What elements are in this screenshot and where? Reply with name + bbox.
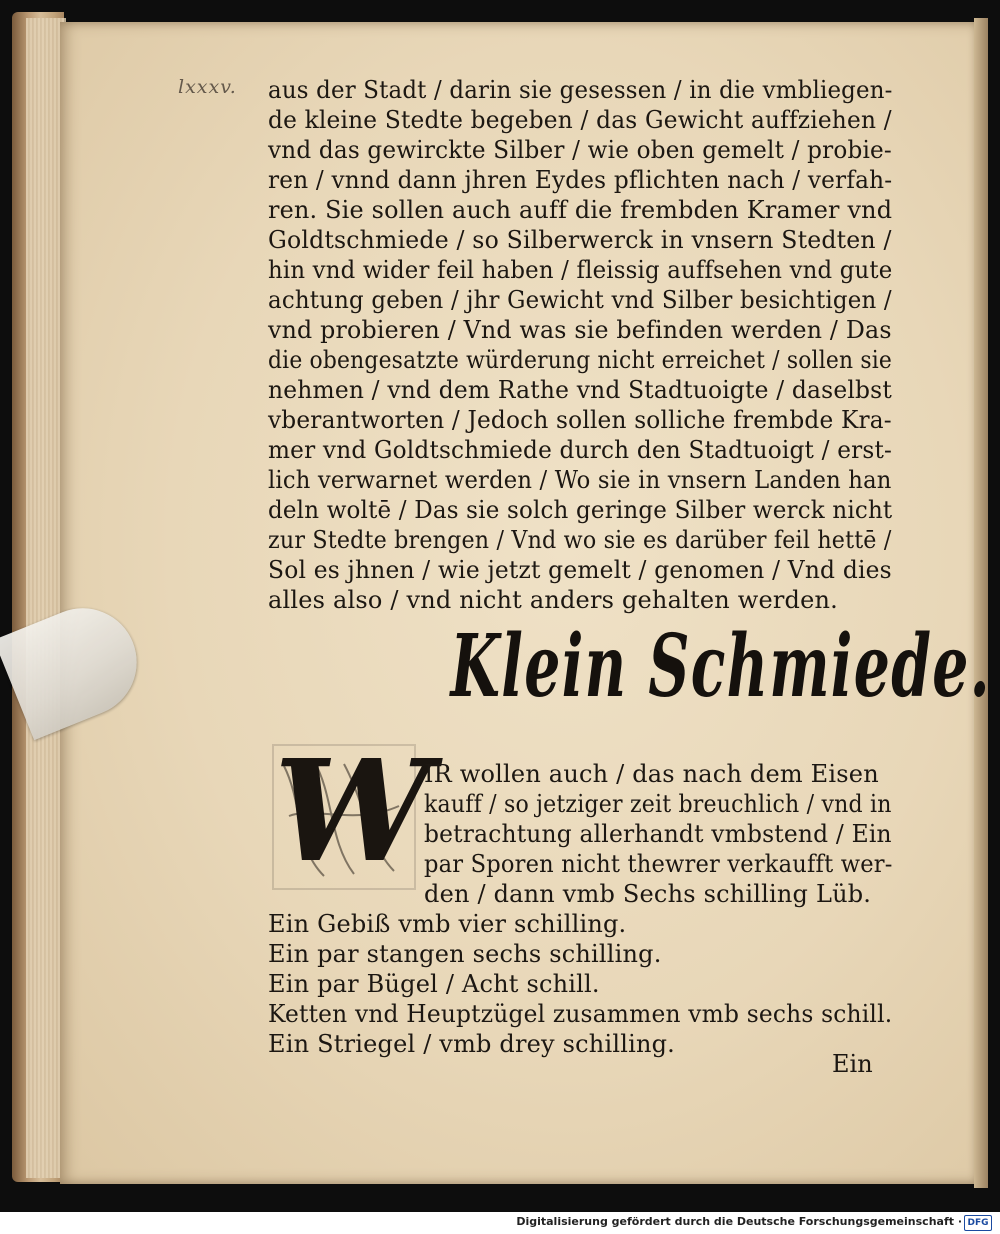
funding-credit: Digitalisierung gefördert durch die Deutsche Forschungsgemeinschaft · xyxy=(516,1215,962,1228)
text-line: de kleine Stedte begeben / das Gewicht auffziehen / xyxy=(268,106,892,134)
folio-number: lxxxv. xyxy=(178,76,237,98)
text-line: aus der Stadt / darin sie gesessen / in die vmbliegen- xyxy=(268,76,893,104)
text-line: par Sporen nicht thewrer verkaufft wer- xyxy=(424,850,893,878)
section-heading: Klein Schmiede. xyxy=(450,616,991,717)
text-line: zur Stedte brengen / Vnd wo sie es darüber feil hettē / xyxy=(268,526,892,554)
text-line: nehmen / vnd dem Rathe vnd Stadtuoigte / daselbst xyxy=(268,376,892,404)
initial-letter: W xyxy=(274,730,432,894)
catchword: Ein xyxy=(832,1050,873,1078)
text-line: Goldtschmiede / so Silberwerck in vnsern Stedten / xyxy=(268,226,892,254)
price-item: Ketten vnd Heuptzügel zusammen vmb sechs schill. xyxy=(268,1000,893,1028)
text-line: kauff / so jetziger zeit breuchlich / vnd in xyxy=(424,790,892,818)
text-line: hin vnd wider feil haben / fleissig auffsehen vnd gute xyxy=(268,256,893,284)
decorated-initial xyxy=(272,730,432,894)
text-line: alles also / vnd nicht anders gehalten werden. xyxy=(268,586,838,614)
text-line: vnd das gewirckte Silber / wie oben gemelt / probie- xyxy=(268,136,892,164)
text-line: mer vnd Goldtschmiede durch den Stadtuoigt / erst- xyxy=(268,436,893,464)
text-line: achtung geben / jhr Gewicht vnd Silber besichtigen / xyxy=(268,286,892,314)
footer-bar xyxy=(0,1212,1000,1234)
text-line: deln woltē / Das sie solch geringe Silber werck nicht xyxy=(268,496,893,524)
dfg-logo-icon: DFG xyxy=(964,1215,992,1231)
text-line: betrachtung allerhandt vmbstend / Ein xyxy=(424,820,892,848)
price-item: Ein par Bügel / Acht schill. xyxy=(268,970,600,998)
price-item: Ein Striegel / vmb drey schilling. xyxy=(268,1030,676,1058)
text-line: IR wollen auch / das nach dem Eisen xyxy=(424,760,879,788)
text-line: lich verwarnet werden / Wo sie in vnsern Landen han xyxy=(268,466,892,494)
text-line: ren. Sie sollen auch auff die frembden Kramer vnd xyxy=(268,196,893,224)
text-line: die obengesatzte würderung nicht erreichet / sollen sie xyxy=(268,346,893,374)
text-line: vnd probieren / Vnd was sie befinden werden / Das xyxy=(268,316,892,344)
price-item: Ein par stangen sechs schilling. xyxy=(268,940,662,968)
text-line: Sol es jhnen / wie jetzt gemelt / genomen / Vnd dies xyxy=(268,556,892,584)
text-line: ren / vnnd dann jhren Eydes pflichten nach / verfah- xyxy=(268,166,893,194)
text-line: den / dann vmb Sechs schilling Lüb. xyxy=(424,880,872,908)
text-line: vberantworten / Jedoch sollen solliche frembde Kra- xyxy=(268,406,892,434)
price-item: Ein Gebiß vmb vier schilling. xyxy=(268,910,627,938)
